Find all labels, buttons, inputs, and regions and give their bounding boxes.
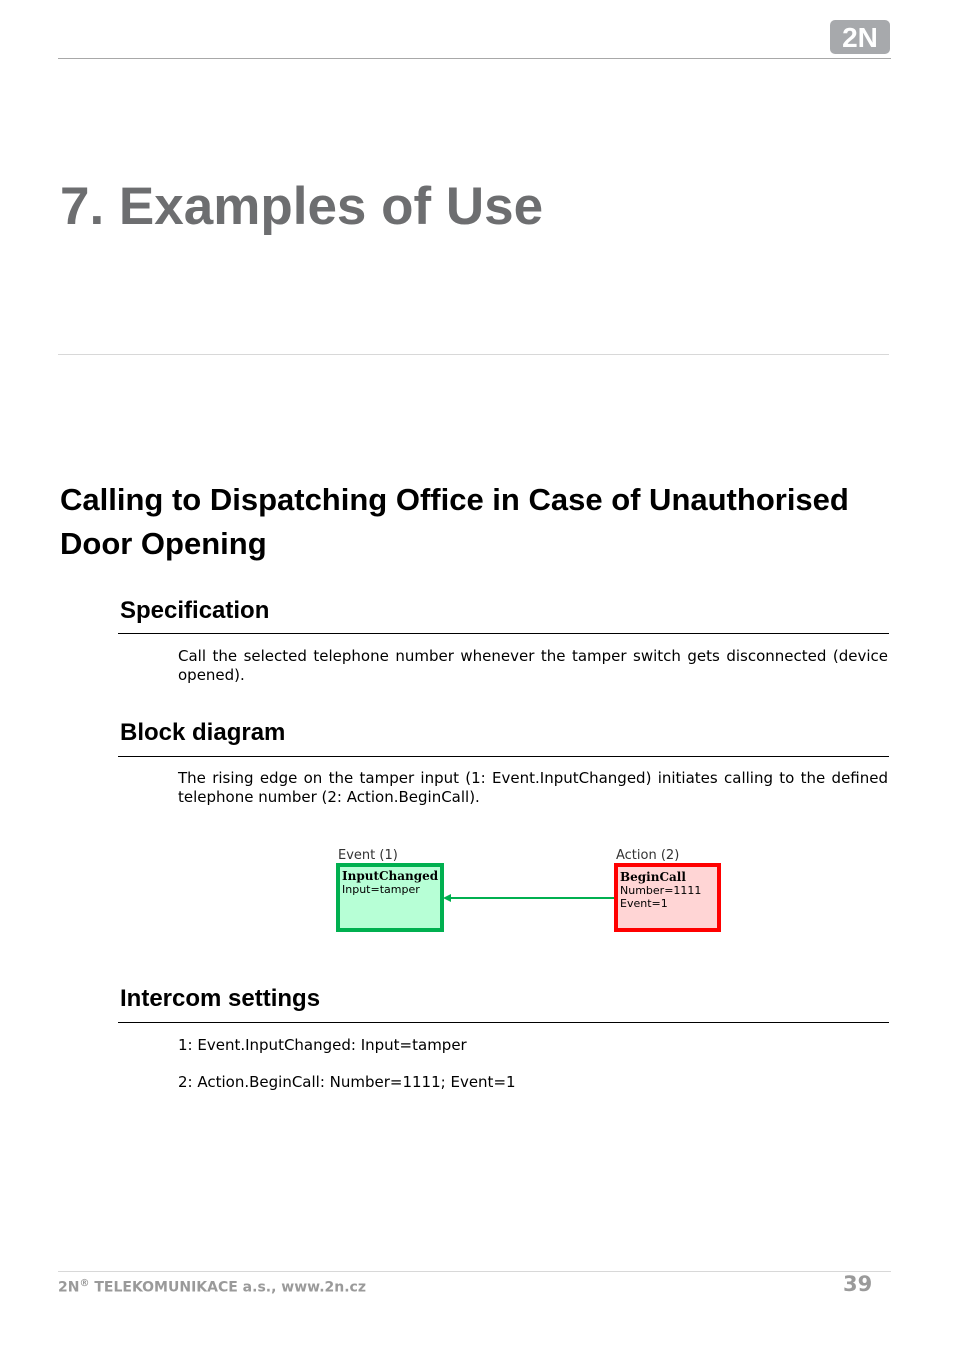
intercom-settings-rule: [118, 1022, 889, 1023]
action-block-name: BeginCall: [620, 870, 686, 884]
specification-text: Call the selected telephone number whenever the tamper switch gets disconnected (device opened).: [178, 647, 888, 684]
footer-company-prefix: 2N: [58, 1279, 80, 1296]
arrow-head-icon: [443, 894, 451, 902]
header-rule: [58, 58, 891, 59]
block-diagram-text: The rising edge on the tamper input (1: Event.InputChanged) initiates calling to the defined telephone number (2: Action.BeginCall).: [178, 769, 888, 806]
footer-company-rest: TELEKOMUNIKACE a.s., www.2n.cz: [89, 1279, 366, 1296]
block-diagram-heading: Block diagram: [120, 719, 286, 746]
action-caption: Action (2): [616, 848, 680, 863]
intercom-settings-heading: Intercom settings: [120, 985, 321, 1012]
block-diagram-rule: [118, 756, 889, 757]
event-block-param: Input=tamper: [342, 883, 420, 896]
footer-rule: [58, 1271, 891, 1272]
event-block-name: InputChanged: [342, 869, 439, 883]
action-block-param-number: Number=1111: [620, 884, 702, 897]
registered-mark: ®: [79, 1278, 90, 1289]
logo-text: 2N: [842, 22, 878, 53]
section-title: Calling to Dispatching Office in Case of Unauthorised Door Opening: [60, 482, 849, 561]
setting-line-event: 1: Event.InputChanged: Input=tamper: [178, 1036, 467, 1054]
specification-rule: [118, 633, 889, 634]
block-diagram: [330, 840, 730, 940]
footer-company: [58, 1278, 366, 1296]
page-number: 39: [843, 1272, 873, 1296]
specification-heading: Specification: [120, 597, 270, 624]
event-caption: Event (1): [338, 848, 398, 863]
chapter-title: 7. Examples of Use: [60, 177, 544, 236]
chapter-rule: [58, 354, 889, 355]
setting-line-action: 2: Action.BeginCall: Number=1111; Event=1: [178, 1073, 516, 1091]
2n-logo: [829, 19, 891, 55]
action-block-param-event: Event=1: [620, 897, 668, 910]
